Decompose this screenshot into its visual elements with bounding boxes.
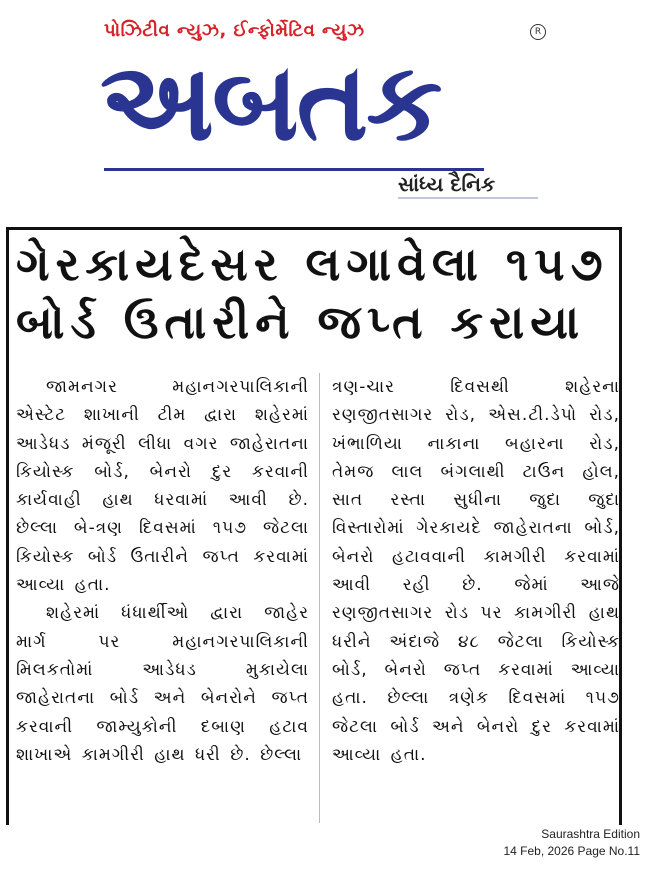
column-divider [319, 373, 320, 823]
news-article [6, 227, 640, 825]
newspaper-logo: અબતક [100, 40, 441, 165]
masthead-subtitle: સાંધ્ય દૈનિક [398, 172, 496, 196]
article-paragraph: શહેરમાં ધંધાર્થીઓ દ્વારા જાહેર માર્ગ પર મહાનગરપાલિકાની મિલકતોમાં આડેધડ મુકાયેલા જાહેરાતના બોર્ડ અને બેનરોને જપ્ત કરવાની જામ્યુકોની દબાણ હટાવ શાખાએ કામગીરી હાથ ધરી છે. છેલ્લા [16, 603, 309, 765]
logo-underline [104, 168, 484, 171]
subtitle-underline [398, 197, 538, 199]
headline-line-2: બોર્ડ ઉતારીને જપ્ત કરાયા [16, 295, 586, 349]
masthead-tagline: પોઝિટીવ ન્યુઝ, ઈન્ફોર્મેટિવ ન્યુઝ [104, 20, 365, 41]
article-column-left [16, 373, 309, 769]
article-border-top [6, 227, 622, 230]
edition-info [503, 826, 640, 860]
article-border-left [6, 227, 9, 825]
article-paragraph: જામનગર મહાનગરપાલિકાની એસ્ટેટ શાખાની ટીમ દ્વારા શહેરમાં આડેધડ મંજૂરી લીધા વગર જાહેરાતના કિયોસ્ક બોર્ડ, બેનરો દુર કરવાની કાર્યવાહી હાથ ધરવામાં આવી છે. છેલ્લા બે-ત્રણ દિવસમાં ૧૫૭ જેટલા કિયોસ્ક બોર્ડ ઉતારીને જપ્ત કરવામાં આવ્યા હતા. [16, 377, 309, 596]
registered-mark-icon: R [530, 24, 546, 40]
edition-date-page: 14 Feb, 2026 Page No.11 [503, 844, 640, 858]
masthead [0, 0, 648, 215]
article-paragraph: ત્રણ-ચાર દિવસથી શહેરના રણજીતસાગર રોડ, એસ.ટી.ડેપો રોડ, ખંભાળિયા નાકાના બહારના રોડ, તેમજ લાલ બંગલાથી ટાઉન હોલ, સાત રસ્તા સુધીના જુદા જુદા વિસ્તારોમાં ગેરકાયદે જાહેરાતના બોર્ડ, બેનરો હટાવવાની કામગીરી કરવામાં આવી રહી છે. જેમાં આજે રણજીતસાગર રોડ પર કામગીરી હાથ ધરીને અંદાજે ૪૮ જેટલા કિયોસ્ક બોર્ડ, બેનરો જપ્ત કરવામાં આવ્યા હતા. છેલ્લા ત્રણેક દિવસમાં ૧૫૭ જેટલા બોર્ડ અને બેનરો દુર કરવામાં આવ્યા હતા. [332, 377, 620, 765]
headline-line-1: ગેરકાયદેસર લગાવેલા ૧૫૭ [16, 237, 609, 291]
edition-name: Saurashtra Edition [541, 827, 640, 841]
article-column-right [332, 373, 620, 769]
article-headline [16, 235, 616, 351]
